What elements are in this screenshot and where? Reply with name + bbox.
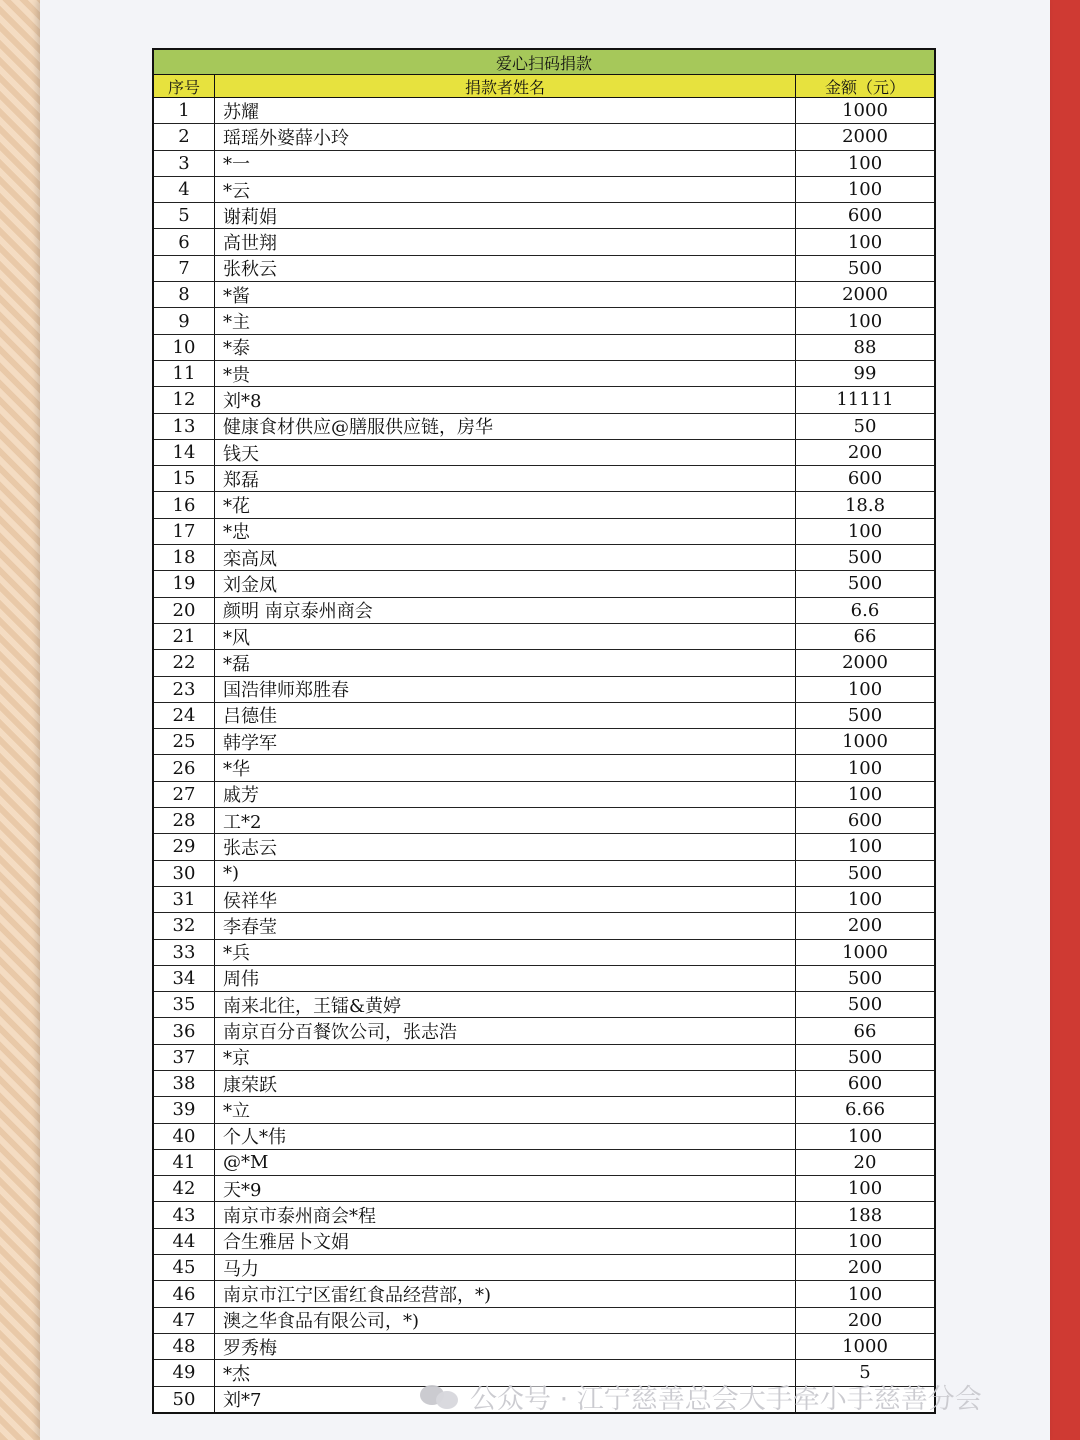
row-amount: 1000 <box>842 941 888 963</box>
row-amount: 100 <box>847 310 883 332</box>
row-no: 9 <box>154 308 215 333</box>
row-amount: 6.66 <box>844 1099 886 1121</box>
table-row <box>154 650 934 676</box>
row-name: *云 <box>215 177 796 202</box>
row-no: 35 <box>154 992 215 1017</box>
row-no: 37 <box>154 1045 215 1070</box>
row-name: *花 <box>215 492 796 517</box>
row-no: 32 <box>154 913 215 938</box>
row-no: 21 <box>154 624 215 649</box>
row-name: *风 <box>215 624 796 649</box>
watermark-text: 公众号 · 江宁慈善总会大手牵小手慈善分会 <box>470 1383 982 1415</box>
table-row <box>154 1308 934 1334</box>
row-name: 个人*伟 <box>215 1124 796 1149</box>
row-name: *主 <box>215 308 796 333</box>
row-no: 17 <box>154 519 215 544</box>
row-amount: 2000 <box>842 652 888 674</box>
table-row <box>154 861 934 887</box>
row-no: 36 <box>154 1018 215 1043</box>
row-name: *磊 <box>215 650 796 675</box>
row-amount: 200 <box>847 1257 883 1279</box>
table-row <box>154 1334 934 1360</box>
row-name: *一 <box>215 151 796 176</box>
table-row <box>154 1176 934 1202</box>
table-row <box>154 1229 934 1255</box>
table-row <box>154 834 934 860</box>
row-amount: 500 <box>847 1046 883 1068</box>
row-no: 30 <box>154 861 215 886</box>
row-amount: 100 <box>847 1178 883 1200</box>
row-amount: 500 <box>847 862 883 884</box>
table-row <box>154 1255 934 1281</box>
table-row <box>154 308 934 334</box>
row-amount: 100 <box>847 836 883 858</box>
row-name: *华 <box>215 755 796 780</box>
table-row <box>154 992 934 1018</box>
table-row <box>154 1150 934 1176</box>
table-row <box>154 1071 934 1097</box>
row-no: 24 <box>154 703 215 728</box>
row-amount: 88 <box>853 336 877 358</box>
row-amount: 100 <box>847 757 883 779</box>
row-name: 刘金凤 <box>215 571 796 596</box>
row-amount: 600 <box>847 468 883 490</box>
row-no: 19 <box>154 571 215 596</box>
row-no: 28 <box>154 808 215 833</box>
table-row <box>154 229 934 255</box>
row-no: 49 <box>154 1360 215 1385</box>
row-no: 26 <box>154 755 215 780</box>
row-no: 3 <box>154 151 215 176</box>
table-row <box>154 755 934 781</box>
table-row <box>154 177 934 203</box>
row-name: 罗秀梅 <box>215 1334 796 1359</box>
row-amount: 500 <box>847 967 883 989</box>
row-name: 张志云 <box>215 834 796 859</box>
row-no: 20 <box>154 598 215 623</box>
table-row <box>154 1018 934 1044</box>
row-name: 戚芳 <box>215 782 796 807</box>
row-amount: 600 <box>847 1073 883 1095</box>
row-name: 工*2 <box>215 808 796 833</box>
row-name: 韩学军 <box>215 729 796 754</box>
row-no: 16 <box>154 492 215 517</box>
row-no: 10 <box>154 335 215 360</box>
row-name: *忠 <box>215 519 796 544</box>
row-no: 50 <box>154 1387 215 1412</box>
row-no: 12 <box>154 387 215 412</box>
row-no: 39 <box>154 1097 215 1122</box>
table-row <box>154 703 934 729</box>
row-no: 5 <box>154 203 215 228</box>
table-header <box>154 75 934 98</box>
row-no: 34 <box>154 966 215 991</box>
row-no: 18 <box>154 545 215 570</box>
table-row <box>154 492 934 518</box>
row-amount: 200 <box>847 1309 883 1331</box>
row-no: 23 <box>154 677 215 702</box>
row-amount: 2000 <box>842 126 888 148</box>
row-no: 25 <box>154 729 215 754</box>
table-row <box>154 940 934 966</box>
row-name: 合生雅居卜文娟 <box>215 1229 796 1254</box>
row-amount: 100 <box>847 179 883 201</box>
row-name: *泰 <box>215 335 796 360</box>
row-no: 15 <box>154 466 215 491</box>
table-row <box>154 624 934 650</box>
row-name: *立 <box>215 1097 796 1122</box>
row-no: 8 <box>154 282 215 307</box>
row-amount: 500 <box>847 573 883 595</box>
row-no: 1 <box>154 98 215 123</box>
row-no: 45 <box>154 1255 215 1280</box>
row-name: 李春莹 <box>215 913 796 938</box>
row-name: 钱天 <box>215 440 796 465</box>
row-amount: 66 <box>853 1020 877 1042</box>
table-row <box>154 729 934 755</box>
table-row <box>154 98 934 124</box>
table-title: 爱心扫码捐款 <box>154 50 934 75</box>
table-row <box>154 545 934 571</box>
row-amount: 500 <box>847 704 883 726</box>
table-row <box>154 1124 934 1150</box>
row-amount: 2000 <box>842 284 888 306</box>
row-no: 47 <box>154 1308 215 1333</box>
table-row <box>154 387 934 413</box>
table-row <box>154 282 934 308</box>
row-name: 康荣跃 <box>215 1071 796 1096</box>
row-name: 南京百分百餐饮公司，张志浩 <box>215 1018 796 1043</box>
row-amount: 600 <box>847 810 883 832</box>
table-row <box>154 440 934 466</box>
row-amount: 100 <box>847 1125 883 1147</box>
row-name: 吕德佳 <box>215 703 796 728</box>
table-row <box>154 887 934 913</box>
table-row <box>154 1202 934 1228</box>
row-name: 南京市江宁区雷红食品经营部，*) <box>215 1281 796 1306</box>
row-name: 国浩律师郑胜春 <box>215 677 796 702</box>
row-no: 6 <box>154 229 215 254</box>
table-row <box>154 598 934 624</box>
watermark <box>420 1376 982 1416</box>
row-amount: 500 <box>847 257 883 279</box>
row-amount: 6.6 <box>850 599 880 621</box>
table-row <box>154 124 934 150</box>
table-row <box>154 808 934 834</box>
header-no: 序号 <box>154 75 215 97</box>
row-name: 南京市泰州商会*程 <box>215 1202 796 1227</box>
row-no: 14 <box>154 440 215 465</box>
table-row <box>154 361 934 387</box>
row-no: 29 <box>154 834 215 859</box>
row-amount: 11111 <box>836 389 894 411</box>
row-amount: 18.8 <box>844 494 886 516</box>
row-amount: 100 <box>847 889 883 911</box>
row-no: 31 <box>154 887 215 912</box>
row-name: @*M <box>215 1150 796 1175</box>
row-amount: 100 <box>847 783 883 805</box>
row-amount: 20 <box>853 1152 877 1174</box>
row-name: 马力 <box>215 1255 796 1280</box>
row-no: 38 <box>154 1071 215 1096</box>
row-no: 27 <box>154 782 215 807</box>
row-no: 4 <box>154 177 215 202</box>
table-row <box>154 335 934 361</box>
row-amount: 500 <box>847 994 883 1016</box>
row-amount: 50 <box>853 415 877 437</box>
row-amount: 99 <box>853 363 877 385</box>
row-amount: 500 <box>847 547 883 569</box>
row-name: 瑶瑶外婆薛小玲 <box>215 124 796 149</box>
table-row <box>154 966 934 992</box>
table-row <box>154 414 934 440</box>
table-row <box>154 1097 934 1123</box>
row-no: 46 <box>154 1281 215 1306</box>
row-amount: 1000 <box>842 100 888 122</box>
row-no: 40 <box>154 1124 215 1149</box>
row-name: 郑磊 <box>215 466 796 491</box>
row-amount: 100 <box>847 1230 883 1252</box>
row-no: 11 <box>154 361 215 386</box>
row-name: 谢莉娟 <box>215 203 796 228</box>
row-amount: 100 <box>847 678 883 700</box>
row-name: 天*9 <box>215 1176 796 1201</box>
row-name: *杰 <box>215 1360 796 1385</box>
row-name: 健康食材供应@膳服供应链，房华 <box>215 414 796 439</box>
row-no: 48 <box>154 1334 215 1359</box>
wechat-icon <box>420 1381 460 1411</box>
row-amount: 100 <box>847 231 883 253</box>
table-row <box>154 1281 934 1307</box>
row-no: 2 <box>154 124 215 149</box>
header-amount: 金额（元） <box>824 77 905 97</box>
table-row <box>154 571 934 597</box>
row-no: 43 <box>154 1202 215 1227</box>
row-name: 澳之华食品有限公司，*) <box>215 1308 796 1333</box>
table-row <box>154 519 934 545</box>
row-name: *京 <box>215 1045 796 1070</box>
row-no: 42 <box>154 1176 215 1201</box>
table-row <box>154 913 934 939</box>
row-name: 高世翔 <box>215 229 796 254</box>
row-name: 苏耀 <box>215 98 796 123</box>
row-no: 33 <box>154 940 215 965</box>
row-amount: 66 <box>853 626 877 648</box>
table-row <box>154 466 934 492</box>
table-row <box>154 203 934 229</box>
row-no: 22 <box>154 650 215 675</box>
row-name: 周伟 <box>215 966 796 991</box>
row-amount: 5 <box>859 1362 871 1384</box>
row-name: 刘*8 <box>215 387 796 412</box>
table-row <box>154 256 934 282</box>
row-name: *贵 <box>215 361 796 386</box>
table-row <box>154 782 934 808</box>
row-name: 侯祥华 <box>215 887 796 912</box>
row-amount: 100 <box>847 152 883 174</box>
row-amount: 1000 <box>842 731 888 753</box>
row-amount: 1000 <box>842 1336 888 1358</box>
row-no: 41 <box>154 1150 215 1175</box>
donation-table <box>152 48 936 1414</box>
row-name: *酱 <box>215 282 796 307</box>
row-amount: 100 <box>847 1283 883 1305</box>
row-no: 44 <box>154 1229 215 1254</box>
row-name: 南来北往，王镭&黄婷 <box>215 992 796 1017</box>
row-name: *) <box>215 861 796 886</box>
row-amount: 188 <box>847 1204 883 1226</box>
header-name: 捐款者姓名 <box>215 75 796 97</box>
row-name: *兵 <box>215 940 796 965</box>
table-row <box>154 151 934 177</box>
row-amount: 100 <box>847 520 883 542</box>
table-body <box>154 98 934 1412</box>
row-name: 刘*7 <box>215 1387 796 1412</box>
row-name: 栾高凤 <box>215 545 796 570</box>
row-name: 张秋云 <box>215 256 796 281</box>
row-amount: 200 <box>847 915 883 937</box>
row-amount: 200 <box>847 442 883 463</box>
row-no: 7 <box>154 256 215 281</box>
row-amount: 600 <box>847 205 883 227</box>
table-row <box>154 677 934 703</box>
row-no: 13 <box>154 414 215 439</box>
table-row <box>154 1045 934 1071</box>
row-name: 颜明 南京泰州商会 <box>215 598 796 623</box>
